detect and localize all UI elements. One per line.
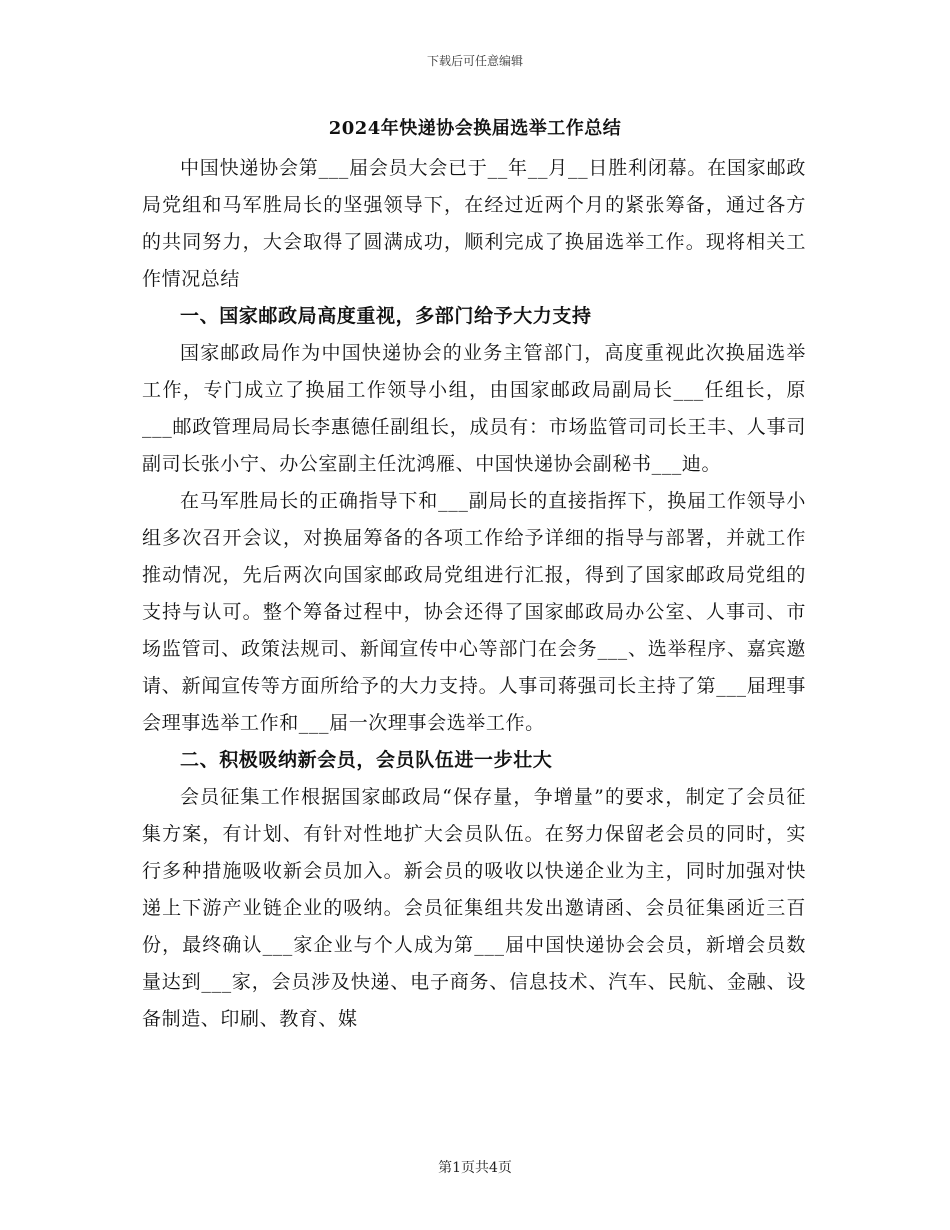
- page-header-note: 下载后可任意编辑: [426, 54, 523, 68]
- document-body: [142, 150, 806, 1038]
- document-title: 2024年快递协会换届选举工作总结: [328, 118, 622, 139]
- page-footer: 第1页共4页: [438, 1160, 512, 1176]
- body-paragraph: 国家邮政局作为中国快递协会的业务主管部门，高度重视此次换届选举工作，专门成立了换届工作领导小组，由国家邮政局副局长___任组长，原___邮政管理局局长李惠德任副组长，成员有：市场监管司司长王丰、人事司副司长张小宁、办公室副主任沈鸿雁、中国快递协会副秘书___迪。: [142, 342, 806, 475]
- section-heading-2: 二、积极吸纳新会员，会员队伍进一步壮大: [180, 749, 553, 771]
- intro-paragraph: 中国快递协会第___届会员大会已于__年__月__日胜利闭幕。在国家邮政局党组和马军胜局长的坚强领导下，在经过近两个月的紧张筹备，通过各方的共同努力，大会取得了圆满成功，顺利完成了换届选举工作。现将相关工作情况总结: [142, 157, 806, 290]
- body-paragraph: 会员征集工作根据国家邮政局“保存量，争增量”的要求，制定了会员征集方案，有计划、有针对性地扩大会员队伍。在努力保留老会员的同时，实行多种措施吸收新会员加入。新会员的吸收以快递企业为主，同时加强对快递上下游产业链企业的吸纳。会员征集组共发出邀请函、会员征集函近三百份，最终确认___家企业与个人成为第___届中国快递协会会员，新增会员数量达到___家，会员涉及快递、电子商务、信息技术、汽车、民航、金融、设备制造、印刷、教育、媒: [142, 786, 806, 1030]
- section-heading-1: 一、国家邮政局高度重视，多部门给予大力支持: [180, 305, 592, 327]
- body-paragraph: 在马军胜局长的正确指导下和___副局长的直接指挥下，换届工作领导小组多次召开会议，对换届筹备的各项工作给予详细的指导与部署，并就工作推动情况，先后两次向国家邮政局党组进行汇报，得到了国家邮政局党组的支持与认可。整个筹备过程中，协会还得了国家邮政局办公室、人事司、市场监管司、政策法规司、新闻宣传中心等部门在会务___、选举程序、嘉宾邀请、新闻宣传等方面所给予的大力支持。人事司蒋强司长主持了第___届理事会理事选举工作和___届一次理事会选举工作。: [142, 490, 806, 734]
